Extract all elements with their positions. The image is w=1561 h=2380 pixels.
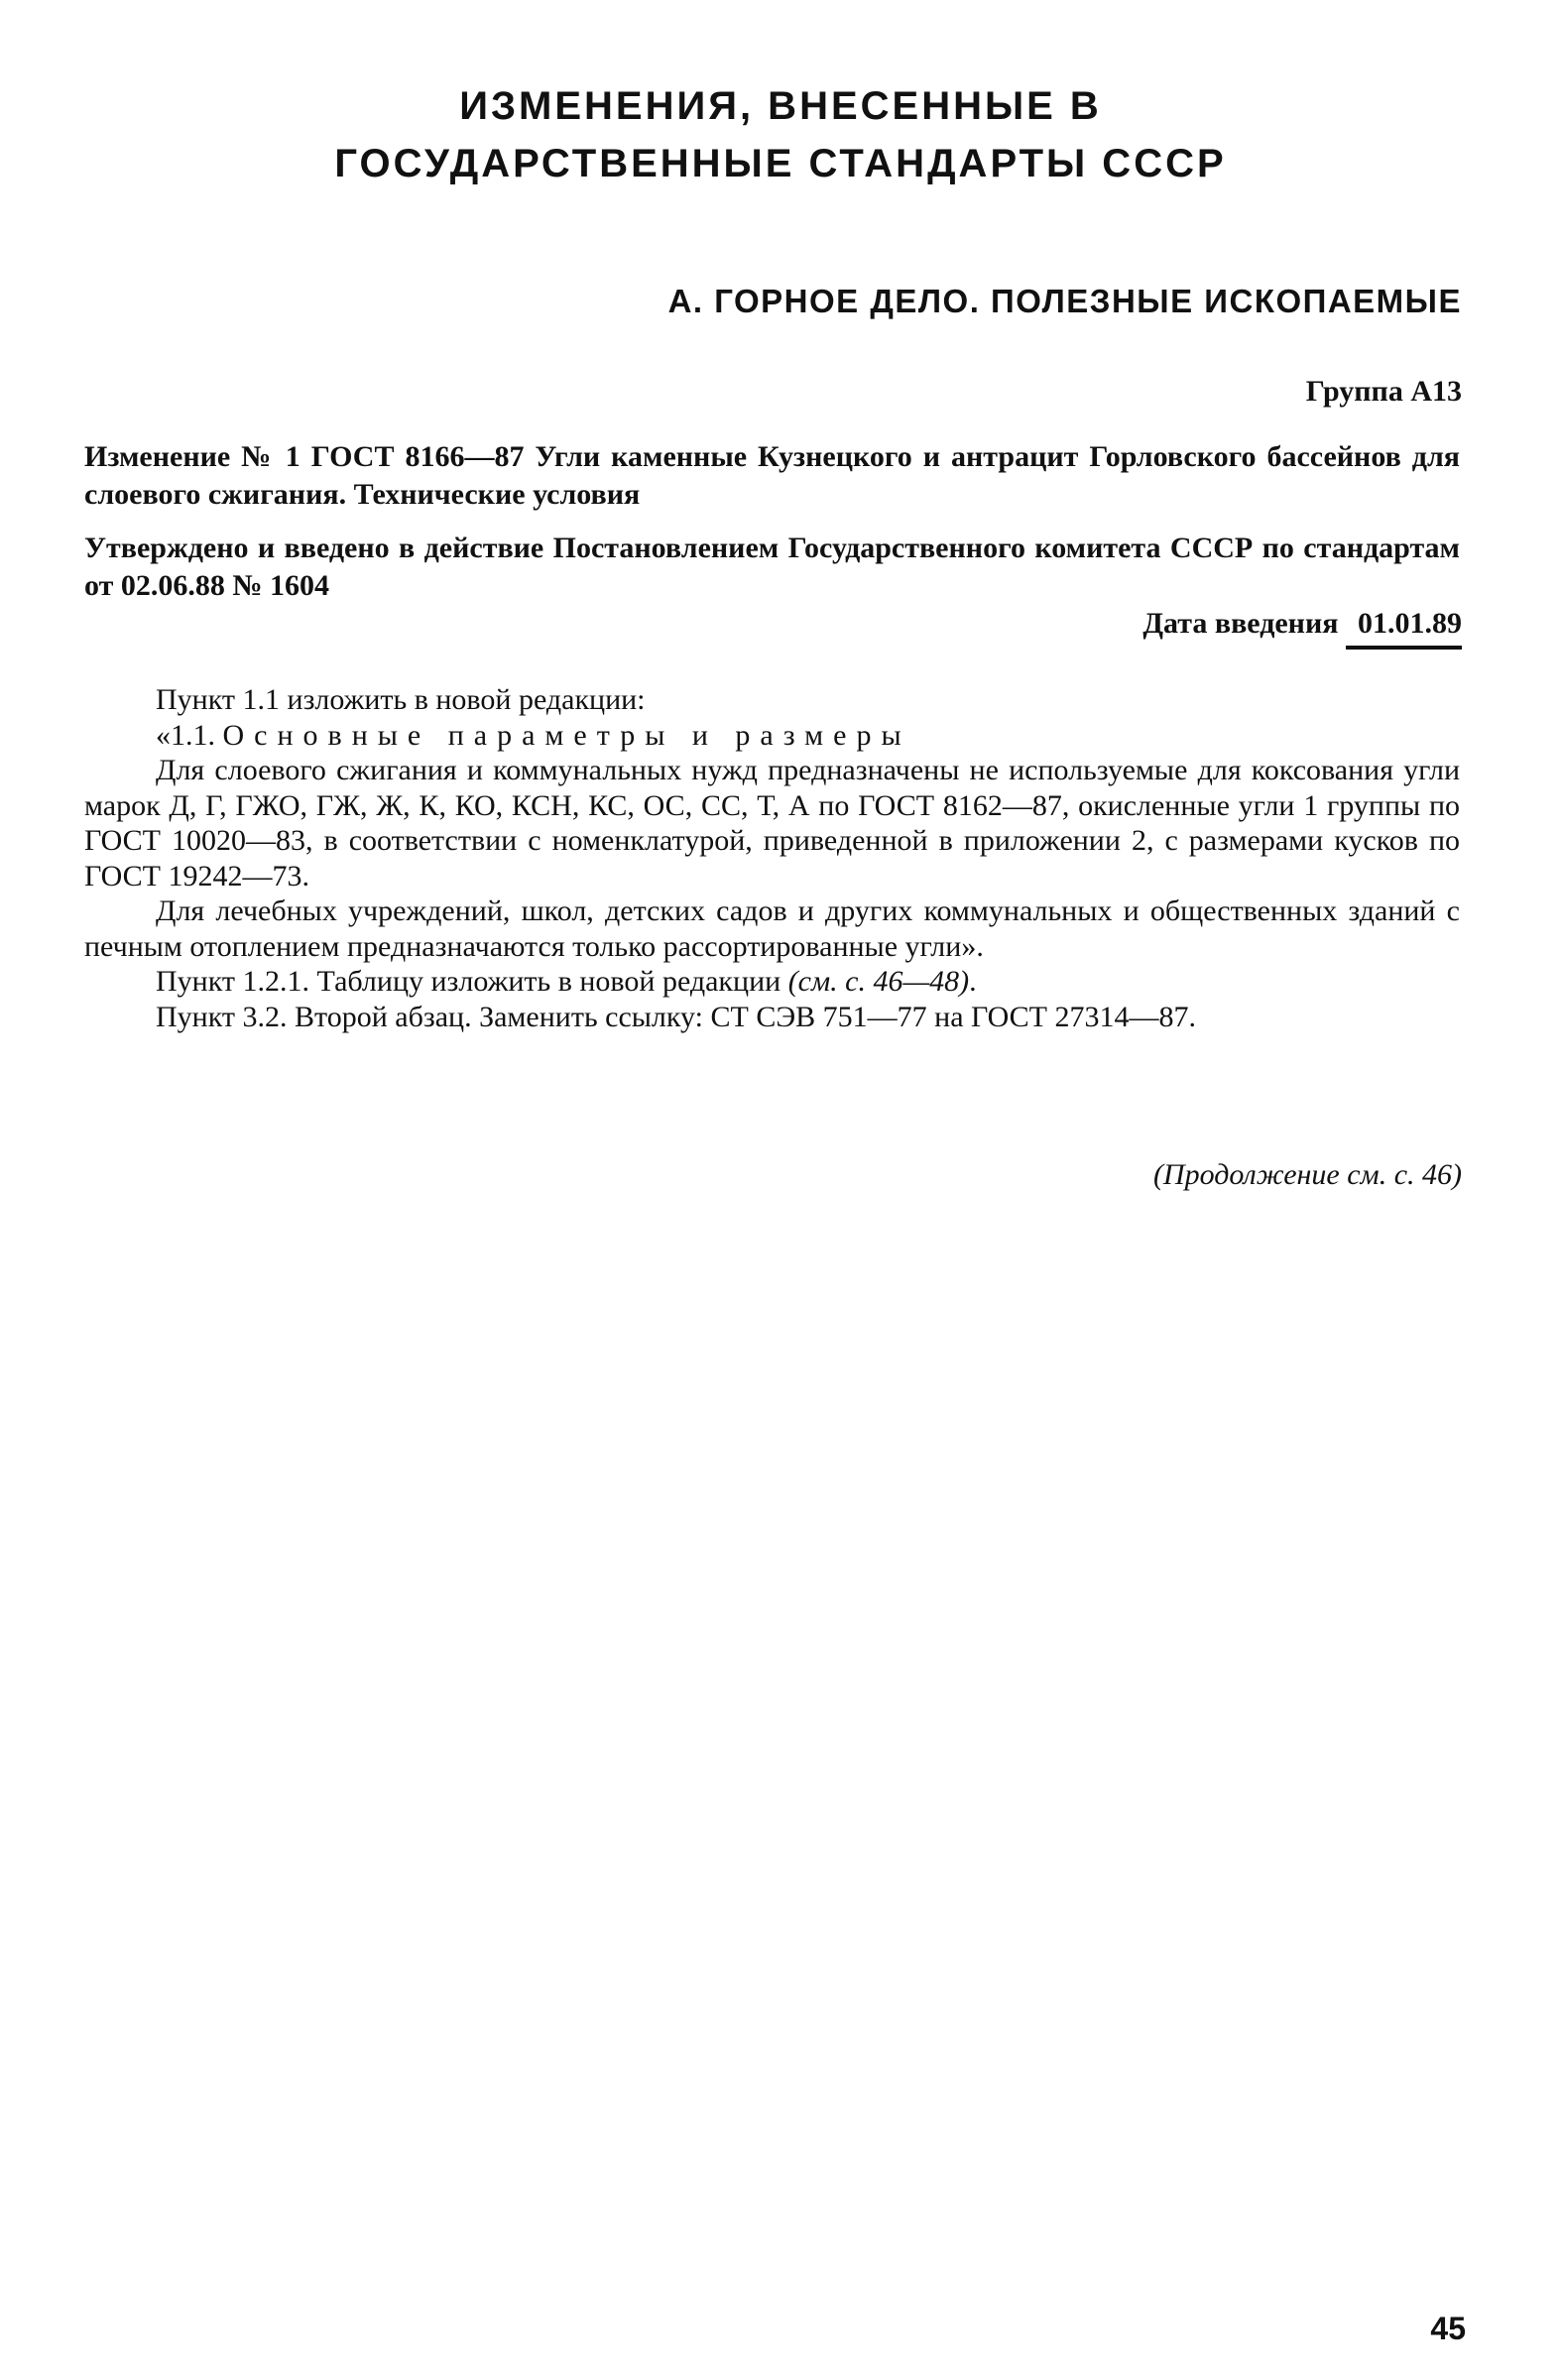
page-reference: (см. с. 46—48) [787, 965, 970, 998]
document-body [84, 682, 1460, 1034]
title-line-1: ИЗМЕНЕНИЯ, ВНЕСЕННЫЕ В [459, 84, 1102, 128]
continuation-note: (Продолжение см. с. 46) [1152, 1158, 1462, 1191]
date-label: Дата введения [1142, 607, 1339, 640]
introduction-date [1142, 607, 1462, 641]
page-number: 45 [1430, 2311, 1466, 2346]
approval-statement: Утверждено и введено в действие Постановлением Государственного комитета СССР по стандартам от 02.06.88 № 1604 [84, 532, 1460, 602]
paragraph-5 [84, 964, 1460, 1000]
title-line-2: ГОСУДАРСТВЕННЫЕ СТАНДАРТЫ СССР [334, 142, 1227, 185]
paragraph-5-end: . [969, 965, 977, 998]
paragraph-2 [84, 718, 1460, 754]
section-heading: А. ГОРНОЕ ДЕЛО. ПОЛЕЗНЫЕ ИСКОПАЕМЫЕ [667, 283, 1462, 319]
paragraph-5-text: Пункт 1.2.1. Таблицу изложить в новой редакции [156, 965, 788, 998]
paragraph-4: Для лечебных учреждений, школ, детских садов и других коммунальных и общественных зданий с печным отоплением предназначаются только рассортированные угли». [84, 894, 1460, 963]
paragraph-6: Пункт 3.2. Второй абзац. Заменить ссылку: СТ СЭВ 751—77 на ГОСТ 27314—87. [156, 1000, 1196, 1033]
paragraph-1: Пункт 1.1 изложить в новой редакции: [156, 683, 646, 716]
paragraph-3: Для слоевого сжигания и коммунальных нужд предназначены не используемые для коксования угли марок Д, Г, ГЖО, ГЖ, Ж, К, КО, КСН, КС, ОС, СС, Т, А по ГОСТ 8162—87, окисленные угли 1 группы по ГОСТ 10020—83, в соответствии с номенклатурой, приведенной в приложении 2, с размерами кусков по ГОСТ 19242—73. [84, 754, 1460, 892]
date-value: 01.01.89 [1346, 607, 1462, 650]
clause-title: Основные параметры и размеры [222, 718, 911, 752]
group-label: Группа А13 [1305, 375, 1462, 408]
document-title [0, 77, 1561, 192]
clause-number: «1.1. [156, 718, 215, 752]
change-title: Изменение № 1 ГОСТ 8166—87 Угли каменные Кузнецкого и антрацит Горловского бассейнов для слоевого сжигания. Технические условия [84, 440, 1460, 511]
